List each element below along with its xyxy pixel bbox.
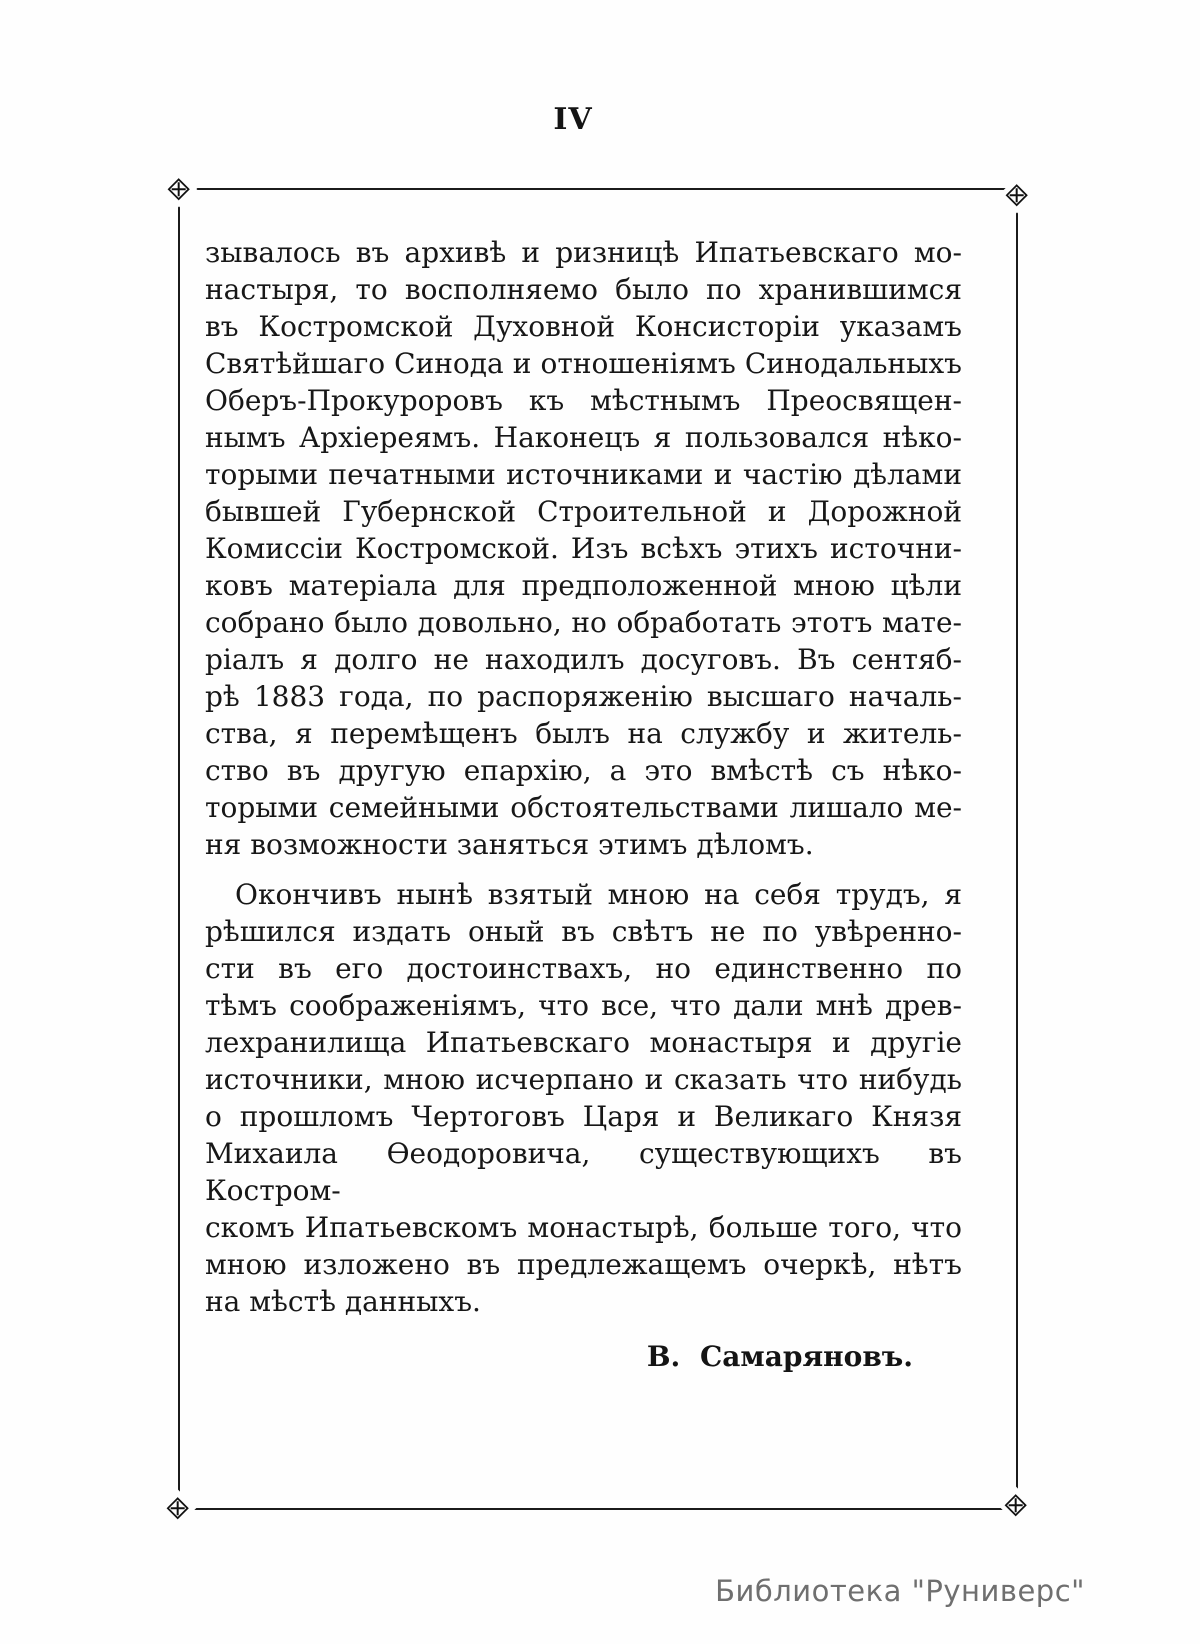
library-watermark: Библиотека "Руниверс" [715, 1574, 1085, 1608]
corner-ornament-icon: ⊠ [998, 1487, 1034, 1523]
text-line: Оберъ-Прокуроровъ къ мѣстнымъ Преосвящен- [205, 384, 962, 417]
text-line: бывшей Губернской Строительной и Дорожной [205, 495, 962, 528]
text-line: ріалъ я долго не находилъ досуговъ. Въ сентяб- [205, 643, 962, 676]
text-line: ства, я перемѣщенъ былъ на службу и житель- [205, 717, 962, 750]
text-line: зывалось въ архивѣ и ризницѣ Ипатьевскаго мо- [205, 236, 962, 269]
text-line: собрано было довольно, но обработать этотъ мате- [205, 606, 962, 639]
page-number: IV [553, 102, 593, 137]
corner-ornament-icon: ⊠ [161, 171, 197, 207]
text-line: лехранилища Ипатьевскаго монастыря и другіе [205, 1026, 962, 1059]
paragraph [205, 234, 962, 863]
text-line: ковъ матеріала для предположенной мною цѣли [205, 569, 962, 602]
corner-ornament-icon: ⊠ [160, 1490, 196, 1526]
corner-ornament-icon: ⊠ [999, 177, 1035, 213]
text-line: о прошломъ Чертоговъ Царя и Великаго Князя [205, 1100, 962, 1133]
text-line: Михаила Ѳеодоровича, существующихъ въ Костром- [205, 1137, 962, 1207]
text-line: Окончивъ нынѣ взятый мною на себя трудъ, я [235, 878, 962, 911]
text-line: нымъ Архіереямъ. Наконецъ я пользовался нѣко- [205, 421, 962, 454]
text-line: на мѣстѣ данныхъ. [205, 1285, 481, 1318]
text-line: въ Костромской Духовной Консисторіи указамъ [205, 310, 962, 343]
text-line: ня возможности заняться этимъ дѣломъ. [205, 828, 814, 861]
body-text [205, 234, 962, 1375]
text-line: скомъ Ипатьевскомъ монастырѣ, больше того, что [205, 1211, 962, 1244]
text-line: источники, мною исчерпано и сказать что нибудь [205, 1063, 962, 1096]
text-line: ство въ другую епархію, а это вмѣстѣ съ нѣко- [205, 754, 962, 787]
text-line: рѣ 1883 года, по распоряженію высшаго началь- [205, 680, 962, 713]
text-line: сти въ его достоинствахъ, но единственно по [205, 952, 962, 985]
text-line: торыми семейными обстоятельствами лишало ме- [205, 791, 962, 824]
author-signature: В. Самаряновъ. [646, 1340, 913, 1373]
text-line: мною изложено въ предлежащемъ очеркѣ, нѣтъ [205, 1248, 962, 1281]
text-line: Комиссіи Костромской. Изъ всѣхъ этихъ источни- [205, 532, 962, 565]
text-line: Святѣйшаго Синода и отношеніямъ Синодальныхъ [205, 347, 962, 380]
text-line: настыря, то восполняемо было по хранившимся [205, 273, 962, 306]
paragraph [205, 876, 962, 1320]
text-line: тѣмъ соображеніямъ, что все, что дали мнѣ древ- [205, 989, 962, 1022]
text-line: торыми печатными источниками и частію дѣлами [205, 458, 962, 491]
text-line: рѣшился издать оный въ свѣтъ не по увѣренно- [205, 915, 962, 948]
